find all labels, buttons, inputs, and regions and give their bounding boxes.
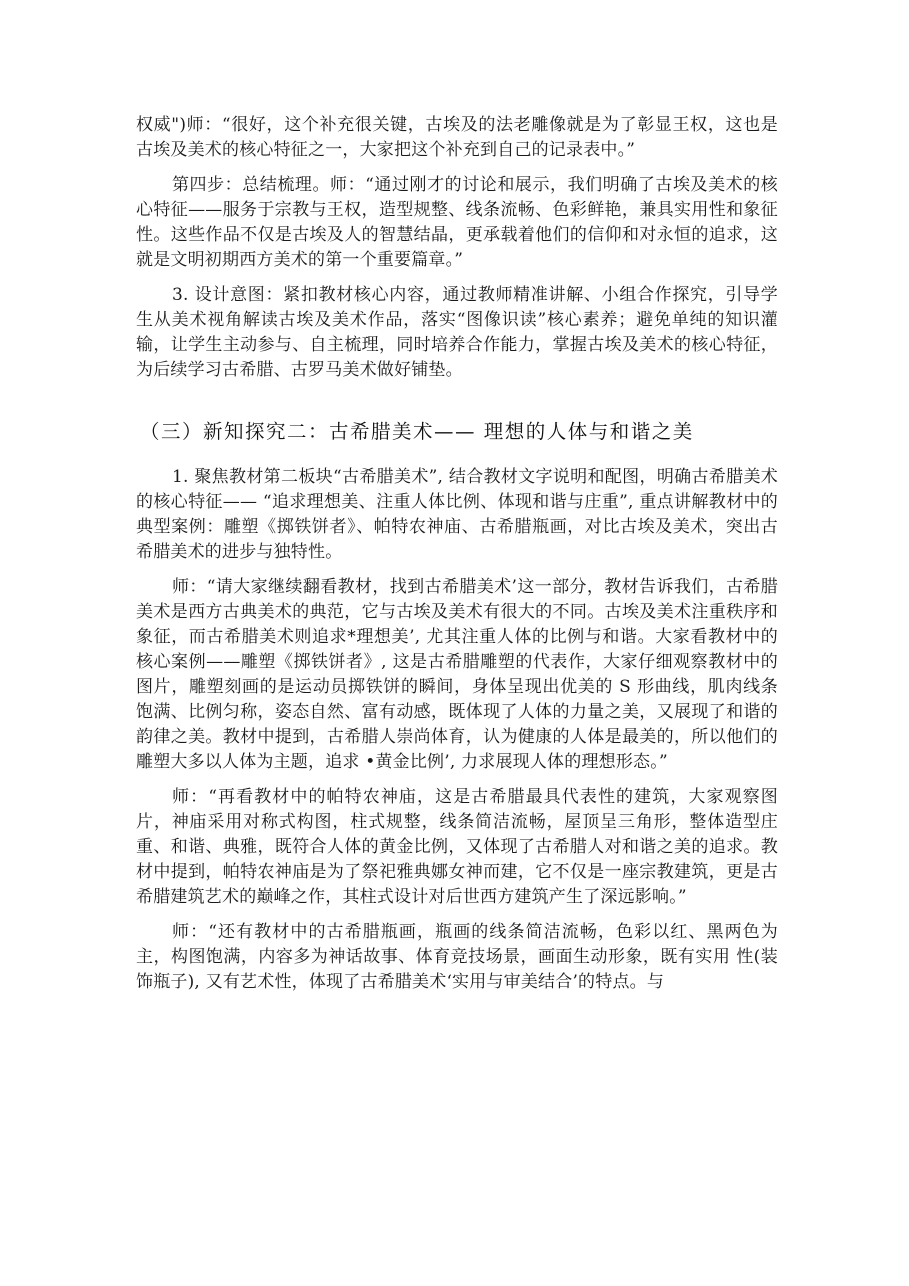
paragraph-focus-greek-art: 1. 聚焦教材第二板块“古希腊美术”, 结合教材文字说明和配图，明确古希腊美术的核心特征—— “追求理想美、注重人体比例、体现和谐与庄重”, 重点讲解教材中的典型案例：雕塑《掷铁饼者》、帕特农神庙、古希腊瓶画，对比古埃及美术，突出古希腊美术的进步与独特性。 <box>136 467 778 562</box>
paragraph-discobolus: 师：“请大家继续翻看教材，找到古希腊美术’这一部分，教材告诉我们，古希腊美术是西方古典美术的典范，它与古埃及美术有很大的不同。古埃及美术注重秩序和象征，而古希腊美术则追求*理想美’, 尤其注重人体的比例与和谐。大家看教材中的核心案例——雕塑《掷铁饼者》, 这是古希腊雕塑的代表作，大家仔细观察教材中的图片，雕塑刻画的是运动员掷铁饼的瞬间，身体呈现出优美的 S 形曲线，肌肉线条饱满、比例匀称，姿态自然、富有动感，既体现了人体的力量之美，又展现了和谐的韵律之美。教材中提到，古希腊人崇尚体育，认为健康的人体是最美的，所以他们的雕塑大多以人体为主题，追求 •黄金比例’, 力求展现人体的理想形态。” <box>136 577 778 772</box>
paragraph-step-four: 第四步：总结梳理。师：“通过刚才的讨论和展示，我们明确了古埃及美术的核心特征——服务于宗教与王权，造型规整、线条流畅、色彩鲜艳，兼具实用性和象征性。这些作品不仅是古埃及人的智慧结晶，更承载着他们的信仰和对永恒的追求，这就是文明初期西方美术的第一个重要篇章。” <box>136 175 778 270</box>
paragraph-parthenon: 师：“再看教材中的帕特农神庙，这是古希腊最具代表性的建筑，大家观察图片，神庙采用对称式构图，柱式规整，线条简洁流畅，屋顶呈三角形，整体造型庄重、和谐、典雅，既符合人体的黄金比例，又体现了古希腊人对和谐之美的追求。教材中提到，帕特农神庙是为了祭祀雅典娜女神而建，它不仅是一座宗教建筑，更是古希腊建筑艺术的巅峰之作，其柱式设计对后世西方建筑产生了深远影响。” <box>136 787 778 907</box>
paragraph-design-intent: 3. 设计意图：紧扣教材核心内容，通过教师精准讲解、小组合作探究，引导学生从美术视角解读古埃及美术作品，落实“图像识读”核心素养；避免单纯的知识灌输，让学生主动参与、自主梳理，同时培养合作能力，掌握古埃及美术的核心特征，为后续学习古希腊、古罗马美术做好铺垫。 <box>136 285 778 380</box>
paragraph-teacher-comment: 权威")师：“很好，这个补充很关键，古埃及的法老雕像就是为了彰显王权，这也是古埃及美术的核心特征之一，大家把这个补充到自己的记录表中。” <box>136 115 778 160</box>
page-content <box>136 113 778 1005</box>
section-heading: （三）新知探究二：古希腊美术—— 理想的人体与和谐之美 <box>140 420 694 443</box>
paragraph-vase-painting: 师：“还有教材中的古希腊瓶画，瓶画的线条简洁流畅，色彩以红、黑两色为主，构图饱满，内容多为神话故事、体育竞技场景，画面生动形象，既有实用 性(装饰瓶子), 又有艺术性，体现了古希腊美术‘实用与审美结合’的特点。与 <box>136 922 778 992</box>
